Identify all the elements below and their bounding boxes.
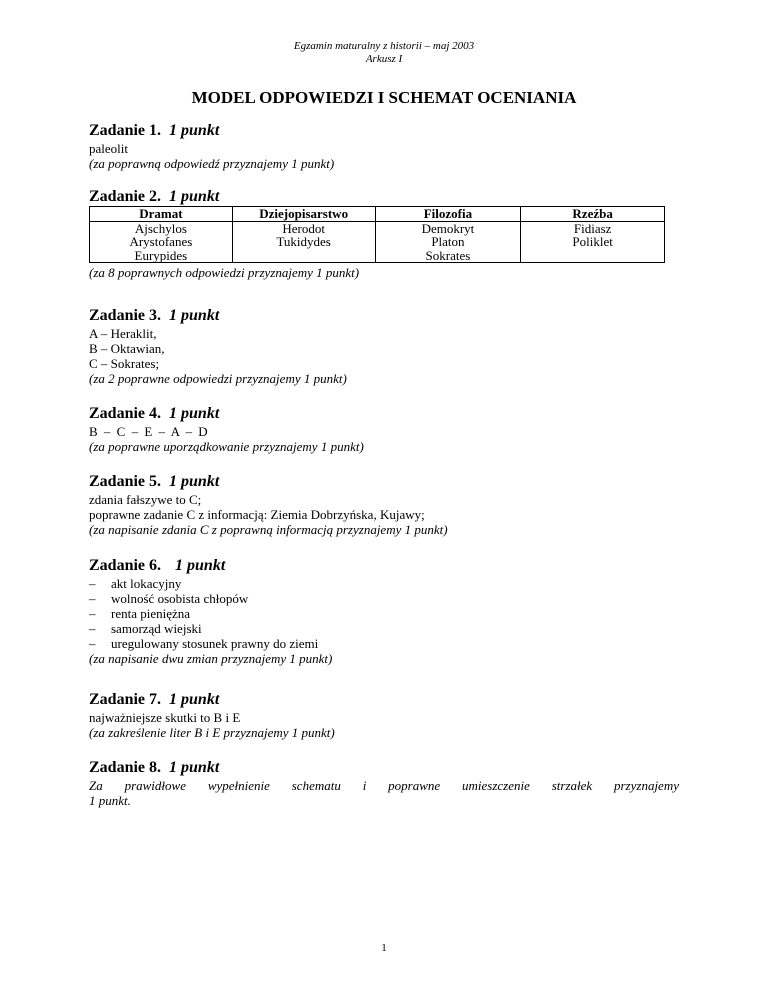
dash-bullet: – — [89, 591, 96, 606]
list-item — [89, 606, 689, 621]
table-header-row — [90, 207, 665, 222]
task-points: 1 punkt — [169, 188, 220, 205]
list-item-text: wolność osobista chłopów — [111, 591, 249, 606]
task-6-heading — [89, 556, 689, 576]
task-6-scoring-note: (za napisanie dwu zmian przyznajemy 1 punkt) — [89, 651, 333, 666]
list-item — [89, 621, 689, 636]
task-1-heading — [89, 121, 689, 141]
page-number: 1 — [381, 942, 387, 954]
task-7-scoring-note: (za zakreślenie liter B i E przyznajemy 1 punkt) — [89, 725, 335, 740]
task-7-answer: najważniejsze skutki to B i E — [89, 710, 241, 725]
task-heading: Zadanie 4. — [89, 405, 162, 422]
task-5 — [89, 472, 689, 537]
task-5-scoring-note: (za napisanie zdania C z poprawną informacją przyznajemy 1 punkt) — [89, 522, 448, 537]
list-item — [89, 591, 689, 606]
task-2-heading — [89, 188, 689, 206]
task-4-scoring-note: (za poprawne uporządkowanie przyznajemy 1 punkt) — [89, 439, 364, 454]
task-points: 1 punkt — [169, 759, 220, 776]
answers-table — [89, 206, 665, 263]
list-item-text: uregulowany stosunek prawny do ziemi — [111, 636, 319, 651]
task-points: 1 punkt — [169, 405, 220, 422]
table-row — [90, 221, 665, 263]
task-3-scoring-note: (za 2 poprawne odpowiedzi przyznajemy 1 punkt) — [89, 371, 347, 386]
answer-line: poprawne zadanie C z informacją: Ziemia Dobrzyńska, Kujawy; — [89, 507, 425, 522]
table-cell: Fidiasz Poliklet — [521, 221, 665, 263]
sheet-label: Arkusz I — [365, 53, 403, 65]
task-3-heading — [89, 306, 689, 326]
dash-bullet: – — [89, 576, 96, 591]
task-1-scoring-note: (za poprawną odpowiedź przyznajemy 1 punkt) — [89, 156, 335, 171]
task-1-answer: paleolit — [89, 141, 128, 156]
task-points: 1 punkt — [169, 122, 220, 139]
task-7-heading — [89, 690, 689, 710]
dash-bullet: – — [89, 636, 96, 651]
column-header-dziejopisarstwo: Dziejopisarstwo — [232, 207, 375, 222]
list-item-text: samorząd wiejski — [111, 621, 202, 636]
task-5-heading — [89, 472, 689, 492]
answer-line: A – Heraklit, — [89, 326, 157, 341]
task-points: 1 punkt — [169, 473, 220, 490]
task-8-scoring-note-line1: Za prawidłowe wypełnienie schematu i poprawne umieszczenie strzałek przyznajemy — [89, 778, 679, 793]
task-8-scoring-note-line2: 1 punkt. — [89, 793, 131, 808]
task-points: 1 punkt — [169, 691, 220, 708]
page-title: MODEL ODPOWIEDZI I SCHEMAT OCENIANIA — [191, 88, 577, 107]
page-header — [0, 40, 768, 66]
answer-line: zdania fałszywe to C; — [89, 492, 202, 507]
column-header-filozofia: Filozofia — [375, 207, 521, 222]
task-1 — [89, 121, 689, 171]
task-4-answer: B – C – E – A – D — [89, 424, 210, 439]
dash-bullet: – — [89, 606, 96, 621]
exam-name: Egzamin maturalny z historii – maj 2003 — [293, 40, 475, 52]
task-3 — [89, 306, 689, 386]
column-header-dramat: Dramat — [90, 207, 233, 222]
task-6 — [89, 556, 689, 666]
task-points: 1 punkt — [175, 557, 226, 574]
task-heading: Zadanie 7. — [89, 691, 162, 708]
task-heading: Zadanie 3. — [89, 307, 162, 324]
task-4-heading — [89, 404, 689, 424]
answer-line: C – Sokrates; — [89, 356, 160, 371]
task-8 — [89, 758, 689, 808]
task-7 — [89, 690, 689, 740]
task-heading: Zadanie 6. — [89, 557, 162, 574]
task-8-heading — [89, 758, 689, 778]
table-cell: Herodot Tukidydes — [232, 221, 375, 263]
task-heading: Zadanie 1. — [89, 122, 162, 139]
list-item — [89, 576, 689, 591]
task-2 — [89, 188, 689, 280]
answer-line: B – Oktawian, — [89, 341, 165, 356]
table-cell: Demokryt Platon Sokrates — [375, 221, 521, 263]
table-cell: Ajschylos Arystofanes Eurypides — [90, 221, 233, 263]
task-heading: Zadanie 8. — [89, 759, 162, 776]
task-2-scoring-note: (za 8 poprawnych odpowiedzi przyznajemy 1 punkt) — [89, 265, 360, 280]
task-points: 1 punkt — [169, 307, 220, 324]
list-item-text: renta pieniężna — [111, 606, 191, 621]
task-heading: Zadanie 5. — [89, 473, 162, 490]
task-4 — [89, 404, 689, 454]
dash-bullet: – — [89, 621, 96, 636]
list-item — [89, 636, 689, 651]
column-header-rzezba: Rzeźba — [521, 207, 665, 222]
task-heading: Zadanie 2. — [89, 188, 162, 205]
list-item-text: akt lokacyjny — [111, 576, 182, 591]
